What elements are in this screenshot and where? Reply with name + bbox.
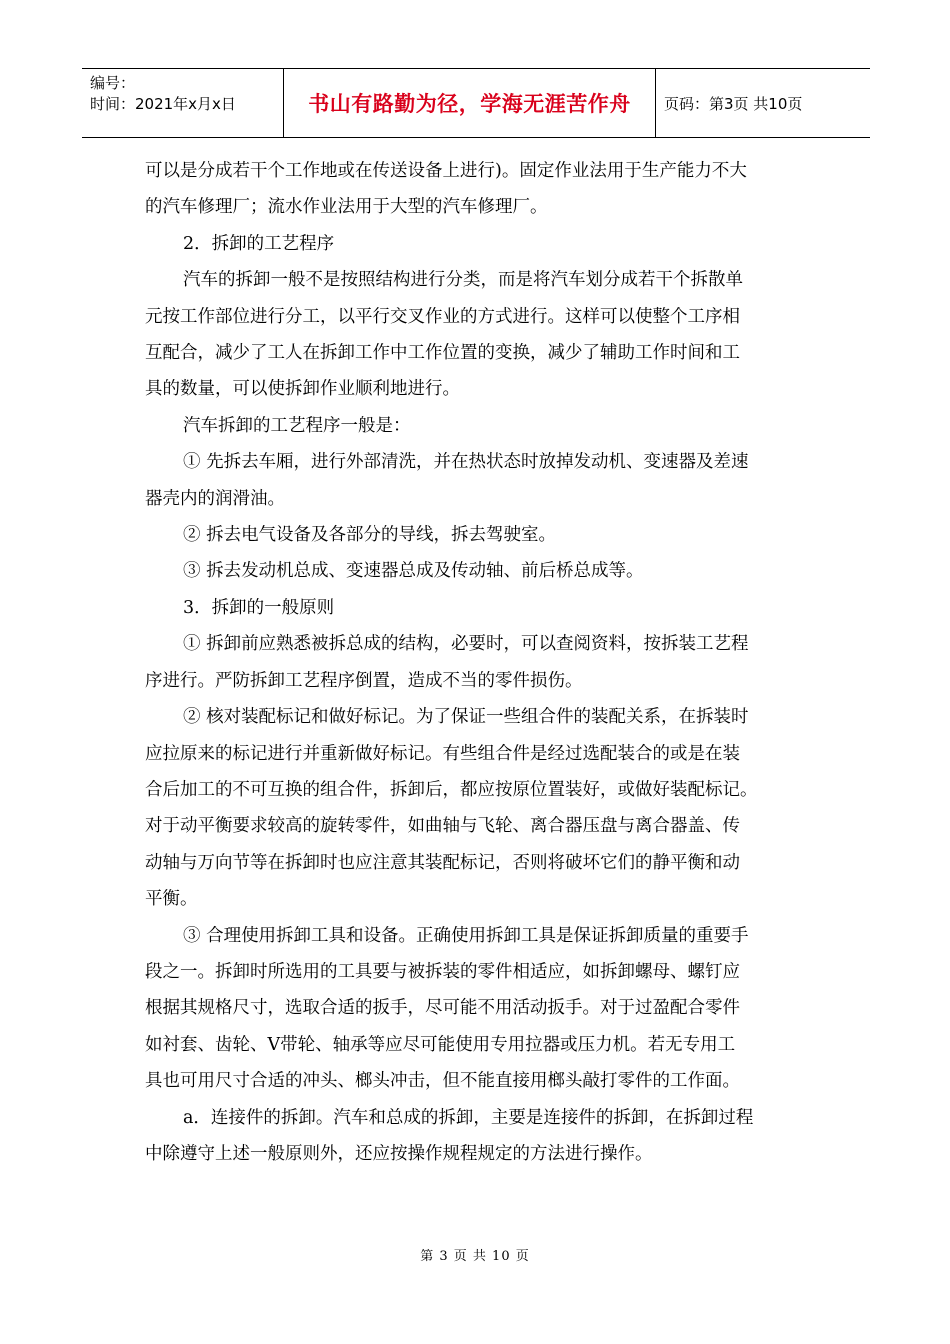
text-line: 如衬套、齿轮、V带轮、轴承等应尽可能使用专用拉器或压力机。若无专用工	[145, 1034, 736, 1055]
paragraph	[145, 444, 825, 517]
text-line: ② 核对装配标记和做好标记。为了保证一些组合件的装配关系，在拆装时	[183, 707, 749, 728]
text-line: ① 先拆去车厢，进行外部清洗，并在热状态时放掉发动机、变速器及差速	[183, 452, 749, 473]
text-line: 中除遵守上述一般原则外，还应按操作规程规定的方法进行操作。	[145, 1143, 653, 1164]
paragraph	[145, 226, 825, 262]
serial-number-label: 编号：	[90, 74, 136, 92]
text-line: ② 拆去电气设备及各部分的导线，拆去驾驶室。	[183, 525, 557, 546]
text-line: 段之一。拆卸时所选用的工具要与被拆装的零件相适应，如拆卸螺母、螺钉应	[145, 961, 740, 982]
text-line: 动轴与万向节等在拆卸时也应注意其装配标记，否则将破坏它们的静平衡和动	[145, 852, 740, 873]
text-line: 具也可用尺寸合适的冲头、榔头冲击，但不能直接用榔头敲打零件的工作面。	[145, 1071, 740, 1092]
paragraph	[145, 408, 825, 444]
header-motto-cell	[284, 69, 656, 137]
paragraph	[145, 553, 825, 589]
text-line: ① 拆卸前应熟悉被拆总成的结构，必要时，可以查阅资料，按拆装工艺程	[183, 634, 749, 655]
text-line: 平衡。	[145, 889, 198, 910]
text-line: 可以是分成若干个工作地或在传送设备上进行)。固定作业法用于生产能力不大	[145, 161, 747, 181]
text-line: 合后加工的不可互换的组合件，拆卸后，都应按原位置装好，或做好装配标记。	[145, 779, 758, 800]
text-line: 具的数量，可以使拆卸作业顺利地进行。	[145, 379, 460, 400]
text-line: 汽车的拆卸一般不是按照结构进行分类，而是将汽车划分成若干个拆散单	[183, 270, 743, 291]
header-page-cell	[656, 69, 870, 137]
text-line: 对于动平衡要求较高的旋转零件，如曲轴与飞轮、离合器压盘与离合器盖、传	[145, 816, 740, 837]
text-line: a．连接件的拆卸。汽车和总成的拆卸，主要是连接件的拆卸，在拆卸过程	[183, 1107, 754, 1128]
text-line: 器壳内的润滑油。	[145, 488, 285, 509]
paragraph	[145, 153, 825, 226]
page-number-label: 页码：第3页 共10页	[664, 94, 803, 113]
text-line: ③ 拆去发动机总成、变速器总成及传动轴、前后桥总成等。	[183, 561, 644, 582]
paragraph	[145, 699, 825, 917]
text-line: 2．拆卸的工艺程序	[183, 233, 335, 254]
page-footer: 第 3 页 共 10 页	[420, 1249, 530, 1264]
text-line: 汽车拆卸的工艺程序一般是：	[183, 415, 411, 436]
document-body	[145, 153, 825, 1172]
text-line: ③ 合理使用拆卸工具和设备。正确使用拆卸工具是保证拆卸质量的重要手	[183, 925, 749, 946]
paragraph	[145, 517, 825, 553]
paragraph	[145, 1100, 825, 1173]
date-label: 时间：2021年x月x日	[90, 95, 236, 113]
text-line: 序进行。严防拆卸工艺程序倒置，造成不当的零件损伤。	[145, 670, 583, 691]
text-line: 3．拆卸的一般原则	[183, 597, 335, 618]
text-line: 应拉原来的标记进行并重新做好标记。有些组合件是经过选配装合的或是在装	[145, 743, 740, 764]
paragraph	[145, 590, 825, 626]
text-line: 互配合，减少了工人在拆卸工作中工作位置的变换，减少了辅助工作时间和工	[145, 343, 740, 364]
page-header	[82, 68, 870, 138]
text-line: 元按工作部位进行分工，以平行交叉作业的方式进行。这样可以使整个工序相	[145, 306, 740, 327]
paragraph	[145, 262, 825, 408]
header-meta-cell	[82, 69, 284, 137]
text-line: 的汽车修理厂；流水作业法用于大型的汽车修理厂。	[145, 197, 548, 218]
text-line: 根据其规格尺寸，选取合适的扳手，尽可能不用活动扳手。对于过盈配合零件	[145, 998, 740, 1019]
motto-text: 书山有路勤为径，学海无涯苦作舟	[308, 92, 631, 116]
paragraph	[145, 626, 825, 699]
paragraph	[145, 918, 825, 1100]
